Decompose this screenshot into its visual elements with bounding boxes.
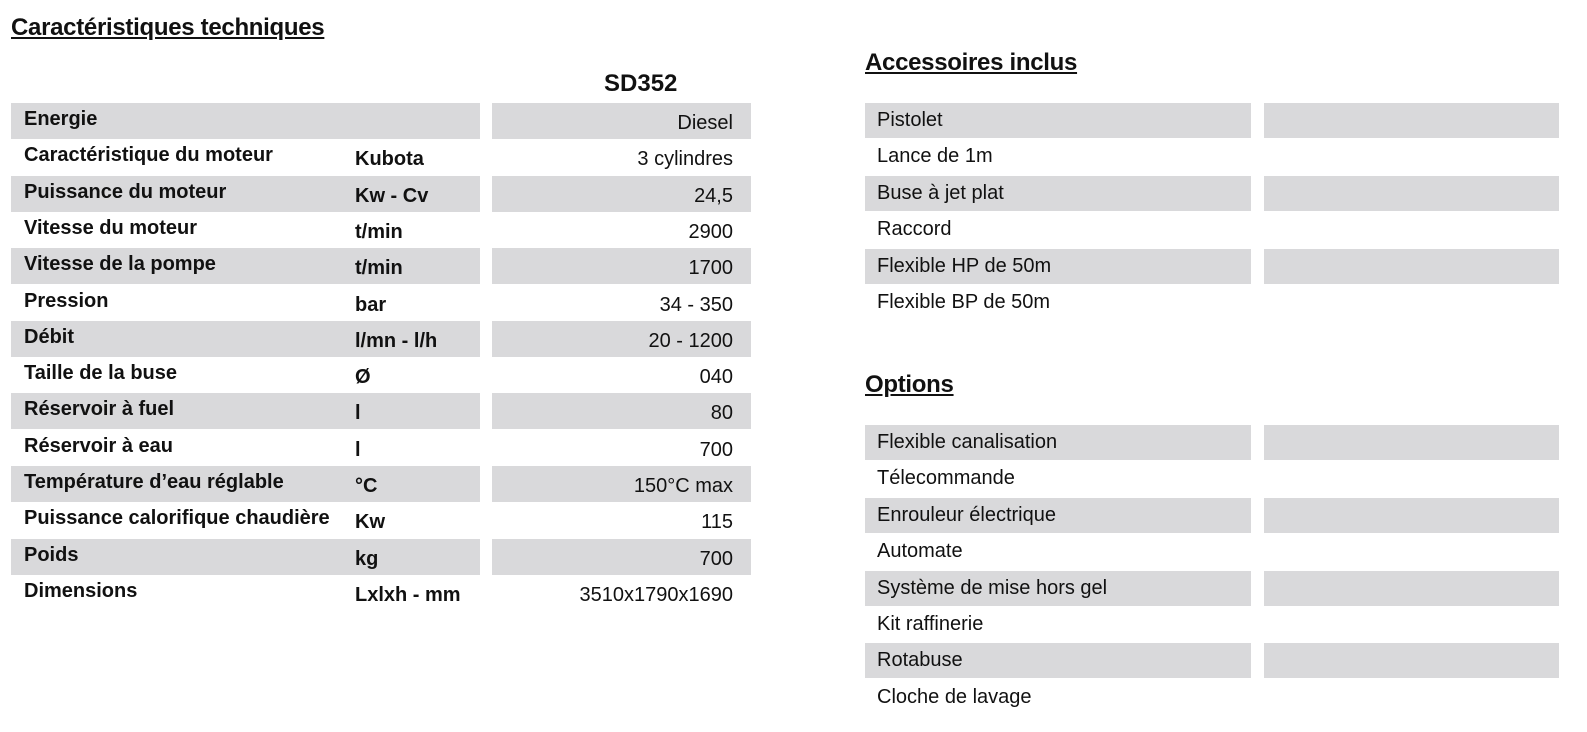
option-blank-cell (1264, 680, 1559, 715)
spec-value: 2900 (688, 221, 733, 243)
accessory-item (865, 103, 1559, 138)
accessory-label: Buse à jet plat (877, 182, 1004, 204)
spec-value: 20 - 1200 (648, 330, 733, 352)
option-item (865, 643, 1559, 678)
spec-value: 34 - 350 (659, 294, 733, 316)
option-item (865, 680, 1559, 715)
spec-value: 80 (710, 402, 733, 424)
spec-unit: Lxlxh - mm (355, 584, 461, 606)
spec-label: Energie (24, 108, 98, 130)
option-item (865, 534, 1559, 569)
spec-row (0, 466, 760, 502)
specs-title: Caractéristiques techniques (11, 14, 325, 41)
spec-label: Caractéristique du moteur (24, 144, 273, 166)
spec-row (0, 248, 760, 284)
spec-unit: l/mn - l/h (355, 330, 438, 352)
model-name: SD352 (604, 70, 678, 97)
accessory-item (865, 249, 1559, 284)
spec-value: 115 (701, 511, 733, 533)
spec-unit: kg (355, 548, 379, 570)
option-blank-cell (1264, 534, 1559, 569)
spec-label: Réservoir à fuel (24, 398, 175, 420)
option-blank-cell (1264, 571, 1559, 606)
spec-label: Réservoir à eau (24, 435, 173, 457)
option-blank-cell (1264, 607, 1559, 642)
accessory-label: Lance de 1m (877, 145, 993, 167)
spec-unit: l (355, 402, 361, 424)
spec-row (0, 357, 760, 393)
spec-label: Pression (24, 290, 109, 312)
spec-unit: Kw (355, 511, 385, 533)
spec-unit: °C (355, 475, 378, 497)
accessory-blank-cell (1264, 139, 1559, 174)
option-label: Kit raffinerie (877, 613, 984, 635)
accessory-label: Raccord (877, 218, 952, 240)
spec-row (0, 393, 760, 429)
accessory-blank-cell (1264, 285, 1559, 320)
spec-row (0, 285, 760, 321)
accessory-item (865, 139, 1559, 174)
option-item (865, 607, 1559, 642)
spec-unit: Ø (355, 366, 371, 388)
accessory-blank-cell (1264, 249, 1559, 284)
option-label: Enrouleur électrique (877, 504, 1056, 526)
accessory-label: Pistolet (877, 109, 943, 131)
accessory-label: Flexible BP de 50m (877, 291, 1051, 313)
spec-unit: l (355, 439, 361, 461)
accessories-title: Accessoires inclus (865, 49, 1078, 76)
option-item (865, 425, 1559, 460)
spec-row (0, 212, 760, 248)
spec-value: 150°C max (633, 475, 733, 497)
spec-unit: t/min (355, 257, 403, 279)
spec-value: 040 (699, 366, 733, 388)
spec-row (0, 430, 760, 466)
accessory-label: Flexible HP de 50m (877, 255, 1052, 277)
spec-row (0, 539, 760, 575)
option-label: Cloche de lavage (877, 686, 1032, 708)
option-item (865, 461, 1559, 496)
accessory-blank-cell (1264, 103, 1559, 138)
accessory-item (865, 212, 1559, 247)
spec-label: Taille de la buse (24, 362, 178, 384)
spec-unit: t/min (355, 221, 403, 243)
spec-unit: bar (355, 294, 387, 316)
spec-row (0, 176, 760, 212)
spec-label: Puissance du moteur (24, 181, 227, 203)
accessory-blank-cell (1264, 212, 1559, 247)
option-item (865, 498, 1559, 533)
spec-label: Poids (24, 544, 79, 566)
option-label: Système de mise hors gel (877, 577, 1108, 599)
option-item (865, 571, 1559, 606)
accessory-blank-cell (1264, 176, 1559, 211)
spec-value: Diesel (677, 112, 733, 134)
spec-value: 24,5 (694, 185, 733, 207)
spec-value: 700 (699, 548, 733, 570)
spec-unit: Kubota (355, 148, 424, 170)
spec-row (0, 103, 760, 139)
option-label: Rotabuse (877, 649, 963, 671)
spec-unit: Kw - Cv (355, 185, 429, 207)
spec-label: Débit (24, 326, 74, 348)
spec-row (0, 139, 760, 175)
spec-row (0, 321, 760, 357)
spec-row (0, 575, 760, 611)
spec-value: 3510x1790x1690 (579, 584, 733, 606)
spec-label: Puissance calorifique chaudière (24, 507, 330, 529)
spec-row (0, 502, 760, 538)
spec-value: 1700 (688, 257, 733, 279)
option-label: Télecommande (877, 467, 1015, 489)
option-blank-cell (1264, 461, 1559, 496)
accessory-item (865, 285, 1559, 320)
option-blank-cell (1264, 498, 1559, 533)
options-title: Options (865, 371, 954, 398)
spec-value: 3 cylindres (637, 148, 733, 170)
option-label: Flexible canalisation (877, 431, 1058, 453)
spec-label: Température d’eau réglable (24, 471, 284, 493)
option-blank-cell (1264, 643, 1559, 678)
accessory-item (865, 176, 1559, 211)
spec-label: Vitesse de la pompe (24, 253, 216, 275)
option-label: Automate (877, 540, 963, 562)
spec-label: Dimensions (24, 580, 138, 602)
option-blank-cell (1264, 425, 1559, 460)
spec-label: Vitesse du moteur (24, 217, 198, 239)
spec-value: 700 (699, 439, 733, 461)
